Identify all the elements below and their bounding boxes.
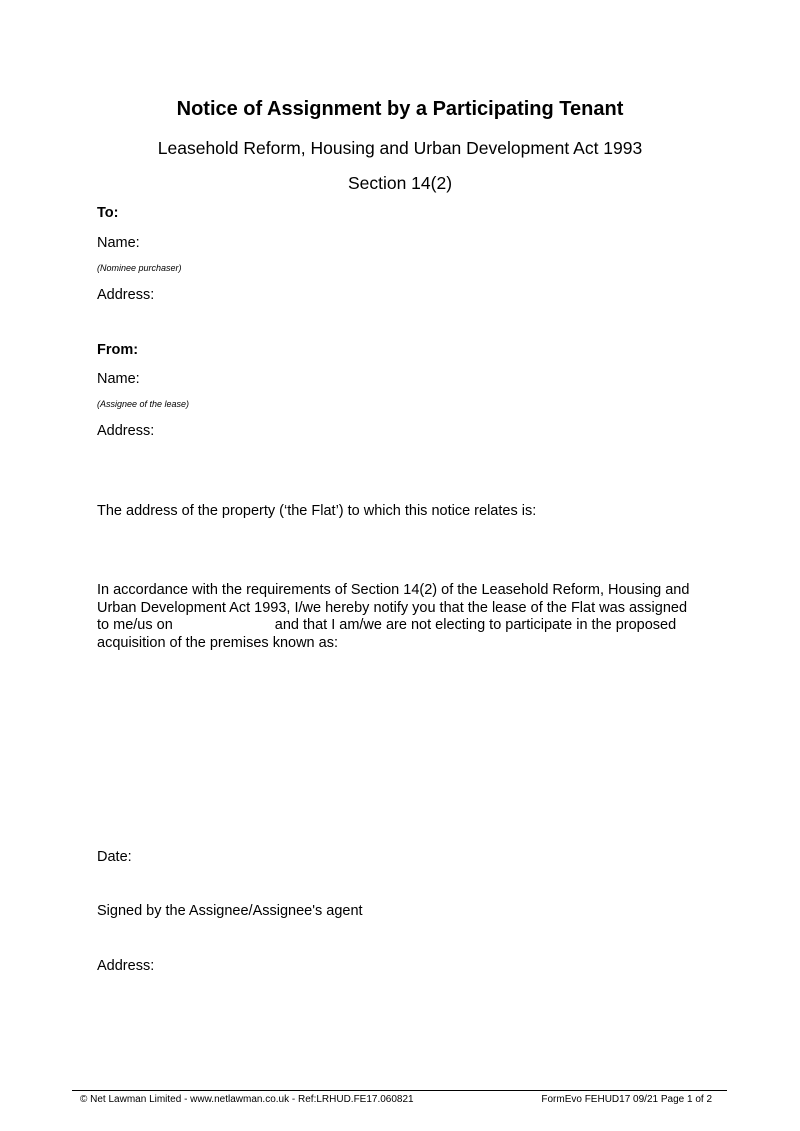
footer-divider: [72, 1090, 727, 1091]
notice-line-2: Urban Development Act 1993, I/we hereby notify you that the lease of the Flat was assigned: [97, 599, 688, 616]
from-name-label: Name:: [97, 371, 140, 387]
date-label: Date:: [97, 849, 132, 865]
notice-line-4: acquisition of the premises known as:: [97, 634, 338, 651]
footer-copyright: © Net Lawman Limited - www.netlawman.co.uk - Ref:LRHUD.FE17.060821: [80, 1094, 414, 1105]
from-heading: From:: [97, 342, 139, 358]
from-name-note: (Assignee of the lease): [97, 399, 190, 409]
document-title: Notice of Assignment by a Participating Tenant: [176, 98, 624, 120]
notice-paragraph: [97, 582, 717, 652]
to-heading: To:: [97, 205, 119, 221]
from-address-label: Address:: [97, 423, 155, 439]
to-name-label: Name:: [97, 235, 140, 251]
signed-label: Signed by the Assignee/Assignee's agent: [97, 903, 363, 919]
notice-line-3-start: to me/us on: [97, 617, 173, 633]
to-name-note: (Nominee purchaser): [97, 263, 182, 273]
section-reference: Section 14(2): [347, 173, 453, 193]
notice-line-3-end: and that I am/we are not electing to participate in the proposed: [274, 617, 677, 633]
signature-address-label: Address:: [97, 958, 155, 974]
notice-line-1: In accordance with the requirements of Section 14(2) of the Leasehold Reform, Housing and: [97, 582, 690, 598]
act-subtitle: Leasehold Reform, Housing and Urban Development Act 1993: [157, 138, 643, 158]
to-address-label: Address:: [97, 287, 155, 303]
notice-line-3: [97, 617, 717, 635]
property-statement: The address of the property (‘the Flat’) to which this notice relates is:: [97, 503, 537, 519]
footer-page-info: FormEvo FEHUD17 09/21 Page 1 of 2: [541, 1094, 712, 1105]
